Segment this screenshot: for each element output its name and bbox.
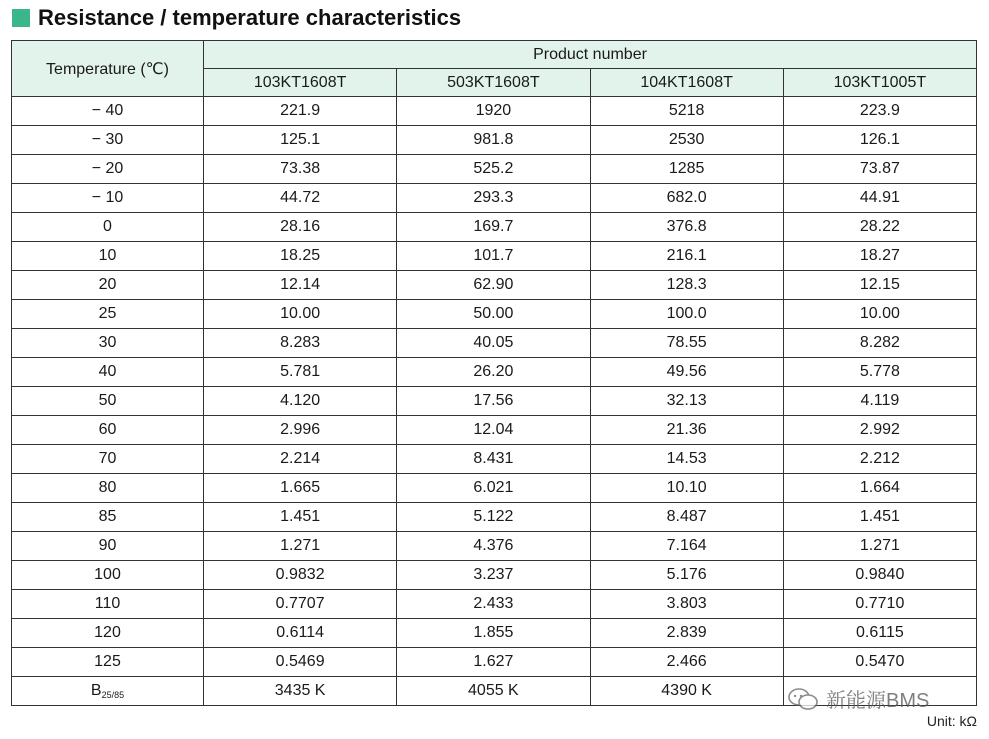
resistance-cell: 1.451 xyxy=(204,503,397,532)
temperature-cell: 40 xyxy=(12,358,204,387)
resistance-cell: 1.271 xyxy=(204,532,397,561)
resistance-cell: 10.00 xyxy=(204,300,397,329)
table-row xyxy=(12,619,977,648)
resistance-cell: 26.20 xyxy=(397,358,590,387)
temperature-header: Temperature (℃) xyxy=(12,41,204,97)
resistance-cell: 169.7 xyxy=(397,213,590,242)
resistance-cell: 1.451 xyxy=(783,503,976,532)
title-marker xyxy=(12,9,30,27)
resistance-cell: 73.38 xyxy=(204,155,397,184)
table-row xyxy=(12,416,977,445)
resistance-cell: 40.05 xyxy=(397,329,590,358)
temperature-cell: 120 xyxy=(12,619,204,648)
title-row xyxy=(12,4,461,32)
resistance-table xyxy=(11,40,977,706)
resistance-cell: 216.1 xyxy=(590,242,783,271)
resistance-cell: 12.15 xyxy=(783,271,976,300)
table-row xyxy=(12,358,977,387)
temperature-cell: 20 xyxy=(12,271,204,300)
column-header: 104KT1608T xyxy=(590,69,783,97)
resistance-cell: 5.781 xyxy=(204,358,397,387)
resistance-cell: 376.8 xyxy=(590,213,783,242)
temperature-cell: 70 xyxy=(12,445,204,474)
resistance-cell: 2530 xyxy=(590,126,783,155)
resistance-cell: 7.164 xyxy=(590,532,783,561)
page-title: Resistance / temperature characteristics xyxy=(38,5,462,30)
resistance-cell: 1920 xyxy=(397,97,590,126)
temperature-cell: − 30 xyxy=(12,126,204,155)
b-constant-subscript: 25/85 xyxy=(101,690,125,700)
temperature-cell: 85 xyxy=(12,503,204,532)
table-row xyxy=(12,184,977,213)
temperature-cell: 90 xyxy=(12,532,204,561)
resistance-cell: 44.72 xyxy=(204,184,397,213)
column-header: 103KT1005T xyxy=(783,69,976,97)
resistance-cell: 18.27 xyxy=(783,242,976,271)
temperature-cell: 30 xyxy=(12,329,204,358)
resistance-cell: 28.16 xyxy=(204,213,397,242)
temperature-cell: 0 xyxy=(12,213,204,242)
resistance-cell: 12.04 xyxy=(397,416,590,445)
table-row xyxy=(12,561,977,590)
resistance-cell: 44.91 xyxy=(783,184,976,213)
temperature-cell: 110 xyxy=(12,590,204,619)
table-row xyxy=(12,126,977,155)
resistance-cell: 981.8 xyxy=(397,126,590,155)
temperature-cell: 100 xyxy=(12,561,204,590)
resistance-cell: 4.376 xyxy=(397,532,590,561)
resistance-cell: 0.5470 xyxy=(783,648,976,677)
table-row xyxy=(12,474,977,503)
resistance-cell: 21.36 xyxy=(590,416,783,445)
table-row xyxy=(12,97,977,126)
temperature-cell: 125 xyxy=(12,648,204,677)
resistance-cell: 223.9 xyxy=(783,97,976,126)
resistance-cell: 32.13 xyxy=(590,387,783,416)
temperature-cell: 25 xyxy=(12,300,204,329)
resistance-cell: 682.0 xyxy=(590,184,783,213)
resistance-cell: 8.431 xyxy=(397,445,590,474)
temperature-cell: − 10 xyxy=(12,184,204,213)
b-constant-cell: 3435 K xyxy=(204,677,397,706)
resistance-cell: 0.6115 xyxy=(783,619,976,648)
temperature-cell: 60 xyxy=(12,416,204,445)
resistance-cell: 2.433 xyxy=(397,590,590,619)
resistance-cell: 1285 xyxy=(590,155,783,184)
resistance-cell: 0.6114 xyxy=(204,619,397,648)
resistance-cell: 0.9832 xyxy=(204,561,397,590)
resistance-cell: 73.87 xyxy=(783,155,976,184)
resistance-cell: 10.10 xyxy=(590,474,783,503)
b-constant-label xyxy=(12,677,204,706)
resistance-cell: 1.664 xyxy=(783,474,976,503)
watermark xyxy=(788,684,929,713)
table-row xyxy=(12,329,977,358)
resistance-cell: 5.778 xyxy=(783,358,976,387)
resistance-cell: 4.119 xyxy=(783,387,976,416)
table-row xyxy=(12,271,977,300)
resistance-cell: 2.839 xyxy=(590,619,783,648)
resistance-cell: 2.466 xyxy=(590,648,783,677)
resistance-cell: 3.803 xyxy=(590,590,783,619)
resistance-cell: 28.22 xyxy=(783,213,976,242)
column-header: 103KT1608T xyxy=(204,69,397,97)
resistance-cell: 49.56 xyxy=(590,358,783,387)
resistance-cell: 18.25 xyxy=(204,242,397,271)
resistance-cell: 293.3 xyxy=(397,184,590,213)
resistance-cell: 10.00 xyxy=(783,300,976,329)
resistance-cell: 5.122 xyxy=(397,503,590,532)
table-row xyxy=(12,155,977,184)
resistance-cell: 6.021 xyxy=(397,474,590,503)
resistance-cell: 1.665 xyxy=(204,474,397,503)
b-constant-cell: 4390 K xyxy=(590,677,783,706)
temperature-cell: 50 xyxy=(12,387,204,416)
table-row xyxy=(12,590,977,619)
table-row xyxy=(12,387,977,416)
resistance-cell: 1.855 xyxy=(397,619,590,648)
resistance-cell: 0.7710 xyxy=(783,590,976,619)
resistance-cell: 3.237 xyxy=(397,561,590,590)
b-constant-symbol: B xyxy=(90,682,102,699)
temperature-cell: − 40 xyxy=(12,97,204,126)
resistance-cell: 100.0 xyxy=(590,300,783,329)
chat-bubbles-icon xyxy=(788,688,818,710)
resistance-cell: 17.56 xyxy=(397,387,590,416)
table-row xyxy=(12,445,977,474)
resistance-cell: 2.214 xyxy=(204,445,397,474)
resistance-cell: 62.90 xyxy=(397,271,590,300)
table-row xyxy=(12,242,977,271)
temperature-cell: 10 xyxy=(12,242,204,271)
resistance-cell: 8.282 xyxy=(783,329,976,358)
watermark-text: 新能源BMS xyxy=(826,690,930,712)
resistance-cell: 4.120 xyxy=(204,387,397,416)
resistance-cell: 0.9840 xyxy=(783,561,976,590)
unit-label: Unit: kΩ xyxy=(926,713,977,729)
resistance-cell: 5.176 xyxy=(590,561,783,590)
resistance-cell: 126.1 xyxy=(783,126,976,155)
table-row xyxy=(12,532,977,561)
resistance-cell: 221.9 xyxy=(204,97,397,126)
column-header: 503KT1608T xyxy=(397,69,590,97)
resistance-cell: 1.627 xyxy=(397,648,590,677)
resistance-cell: 50.00 xyxy=(397,300,590,329)
resistance-cell: 8.487 xyxy=(590,503,783,532)
resistance-cell: 12.14 xyxy=(204,271,397,300)
table-row xyxy=(12,300,977,329)
table-row xyxy=(12,648,977,677)
resistance-cell: 2.212 xyxy=(783,445,976,474)
resistance-cell: 2.996 xyxy=(204,416,397,445)
resistance-cell: 5218 xyxy=(590,97,783,126)
resistance-cell: 0.7707 xyxy=(204,590,397,619)
resistance-cell: 101.7 xyxy=(397,242,590,271)
b-constant-cell: 4055 K xyxy=(397,677,590,706)
resistance-cell: 0.5469 xyxy=(204,648,397,677)
resistance-cell: 125.1 xyxy=(204,126,397,155)
resistance-cell: 8.283 xyxy=(204,329,397,358)
resistance-cell: 525.2 xyxy=(397,155,590,184)
resistance-cell: 78.55 xyxy=(590,329,783,358)
resistance-cell: 128.3 xyxy=(590,271,783,300)
resistance-cell: 2.992 xyxy=(783,416,976,445)
resistance-cell: 1.271 xyxy=(783,532,976,561)
temperature-cell: 80 xyxy=(12,474,204,503)
table-row xyxy=(12,503,977,532)
product-number-header: Product number xyxy=(204,41,977,69)
temperature-cell: − 20 xyxy=(12,155,204,184)
resistance-cell: 14.53 xyxy=(590,445,783,474)
table-body xyxy=(12,97,977,706)
table-row xyxy=(12,213,977,242)
